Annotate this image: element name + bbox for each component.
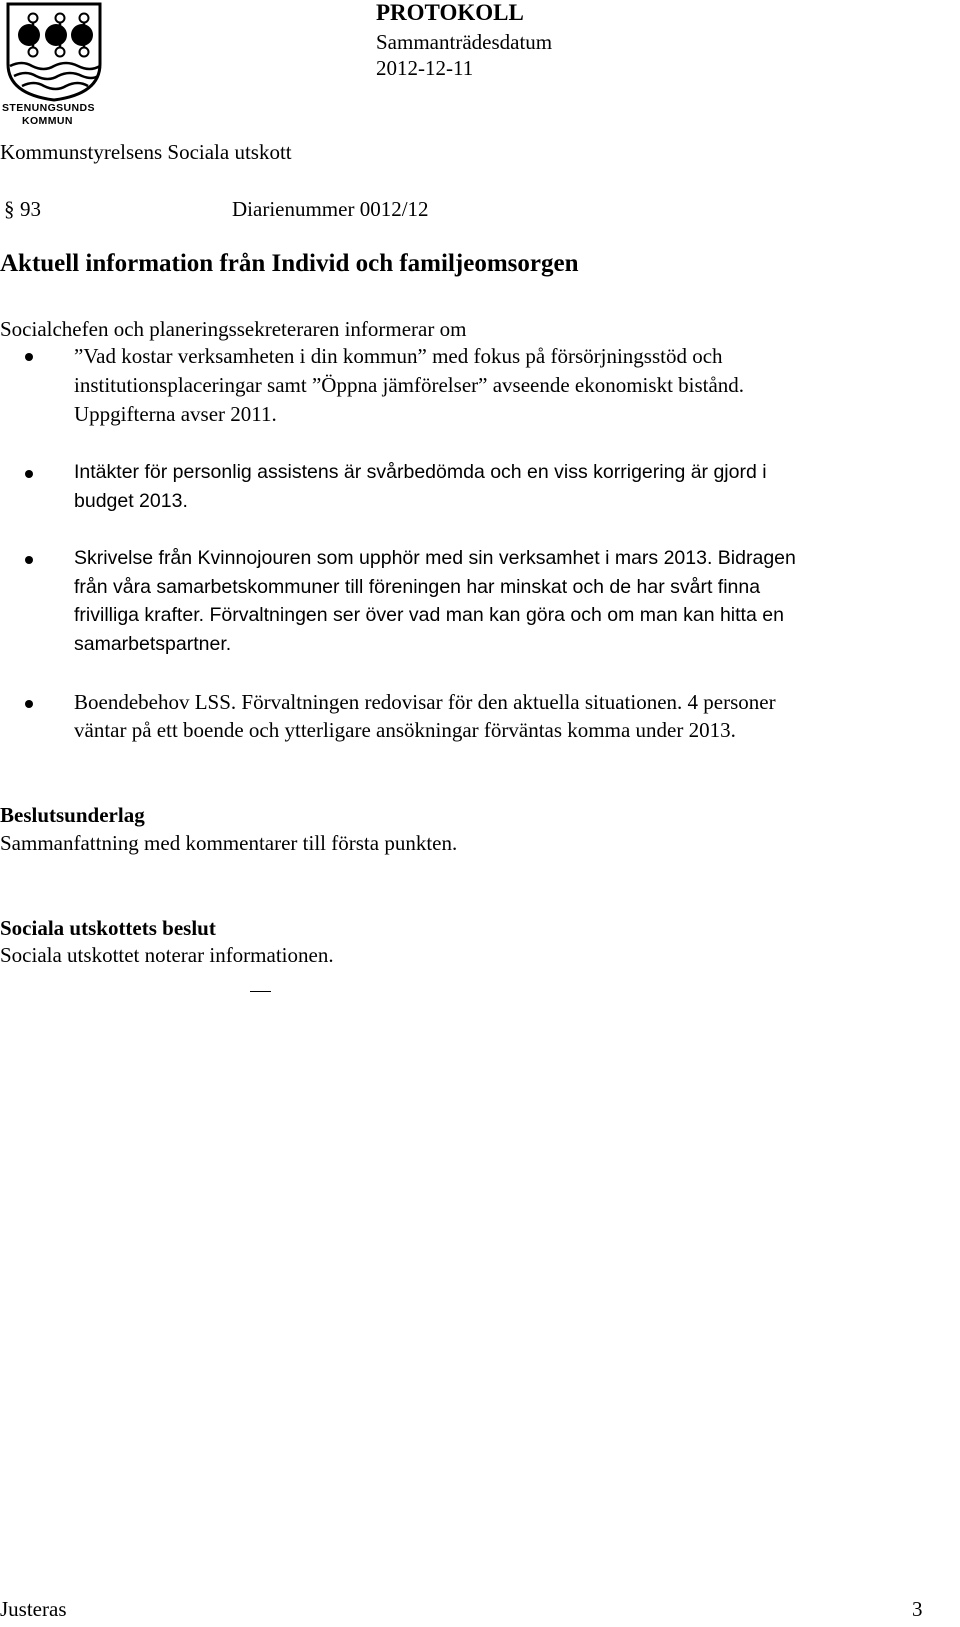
basis-heading: Beslutsunderlag <box>0 803 145 827</box>
bullet-2-line-1: Intäkter för personlig assistens är svårbedömda och en viss korrigering är gjord i <box>74 461 767 483</box>
municipality-logo <box>0 2 120 130</box>
bullet-3-line-3: frivilliga krafter. Förvaltningen ser över vad man kan göra och om man kan hitta en <box>74 604 784 626</box>
bullet-1-line-1: ”Vad kostar verksamheten i din kommun” med fokus på försörjningsstöd och <box>74 344 723 368</box>
bullet-4-line-2: väntar på ett boende och ytterligare ansökningar förväntas komma under 2013. <box>74 718 736 742</box>
bullet-1-line-2: institutionsplaceringar samt ”Öppna jämförelser” avseende ekonomiskt bistånd. <box>74 373 745 397</box>
logo-subtitle: KOMMUN <box>22 115 73 127</box>
end-of-item-line <box>250 991 271 992</box>
meeting-date: 2012-12-11 <box>376 56 474 80</box>
section-sign: § <box>4 197 15 221</box>
bullet-icon <box>25 353 33 361</box>
diary-number: Diarienummer 0012/12 <box>232 197 429 221</box>
bullet-3-line-2: från våra samarbetskommuner till föreningen har minskat och de har svårt finna <box>74 576 761 598</box>
document-type: PROTOKOLL <box>376 0 524 25</box>
coat-of-arms-icon <box>0 2 120 102</box>
bullet-1-line-3: Uppgifterna avser 2011. <box>74 402 277 426</box>
item-heading: Aktuell information från Individ och familjeomsorgen <box>0 250 579 277</box>
decision-heading: Sociala utskottets beslut <box>0 916 216 940</box>
bullet-icon <box>25 470 33 478</box>
meeting-date-label: Sammanträdesdatum <box>376 30 553 54</box>
bullet-3-line-4: samarbetspartner. <box>74 633 232 655</box>
decision-text: Sociala utskottet noterar informationen. <box>0 943 334 967</box>
intro-text: Socialchefen och planeringssekreteraren informerar om <box>0 317 467 341</box>
bullet-3-line-1: Skrivelse från Kvinnojouren som upphör med sin verksamhet i mars 2013. Bidragen <box>74 547 796 569</box>
committee-name: Kommunstyrelsens Sociala utskott <box>0 140 292 164</box>
bullet-icon <box>25 556 33 564</box>
basis-text: Sammanfattning med kommentarer till första punkten. <box>0 831 458 855</box>
bullet-4-line-1: Boendebehov LSS. Förvaltningen redovisar för den aktuella situationen. 4 personer <box>74 690 776 714</box>
bullet-icon <box>25 700 33 708</box>
bullet-2-line-2: budget 2013. <box>74 490 188 512</box>
footer-page-number: 3 <box>912 1597 923 1621</box>
footer-justeras-label: Justeras <box>0 1597 67 1621</box>
item-number: 93 <box>20 197 41 221</box>
logo-name: STENUNGSUNDS <box>2 102 95 114</box>
